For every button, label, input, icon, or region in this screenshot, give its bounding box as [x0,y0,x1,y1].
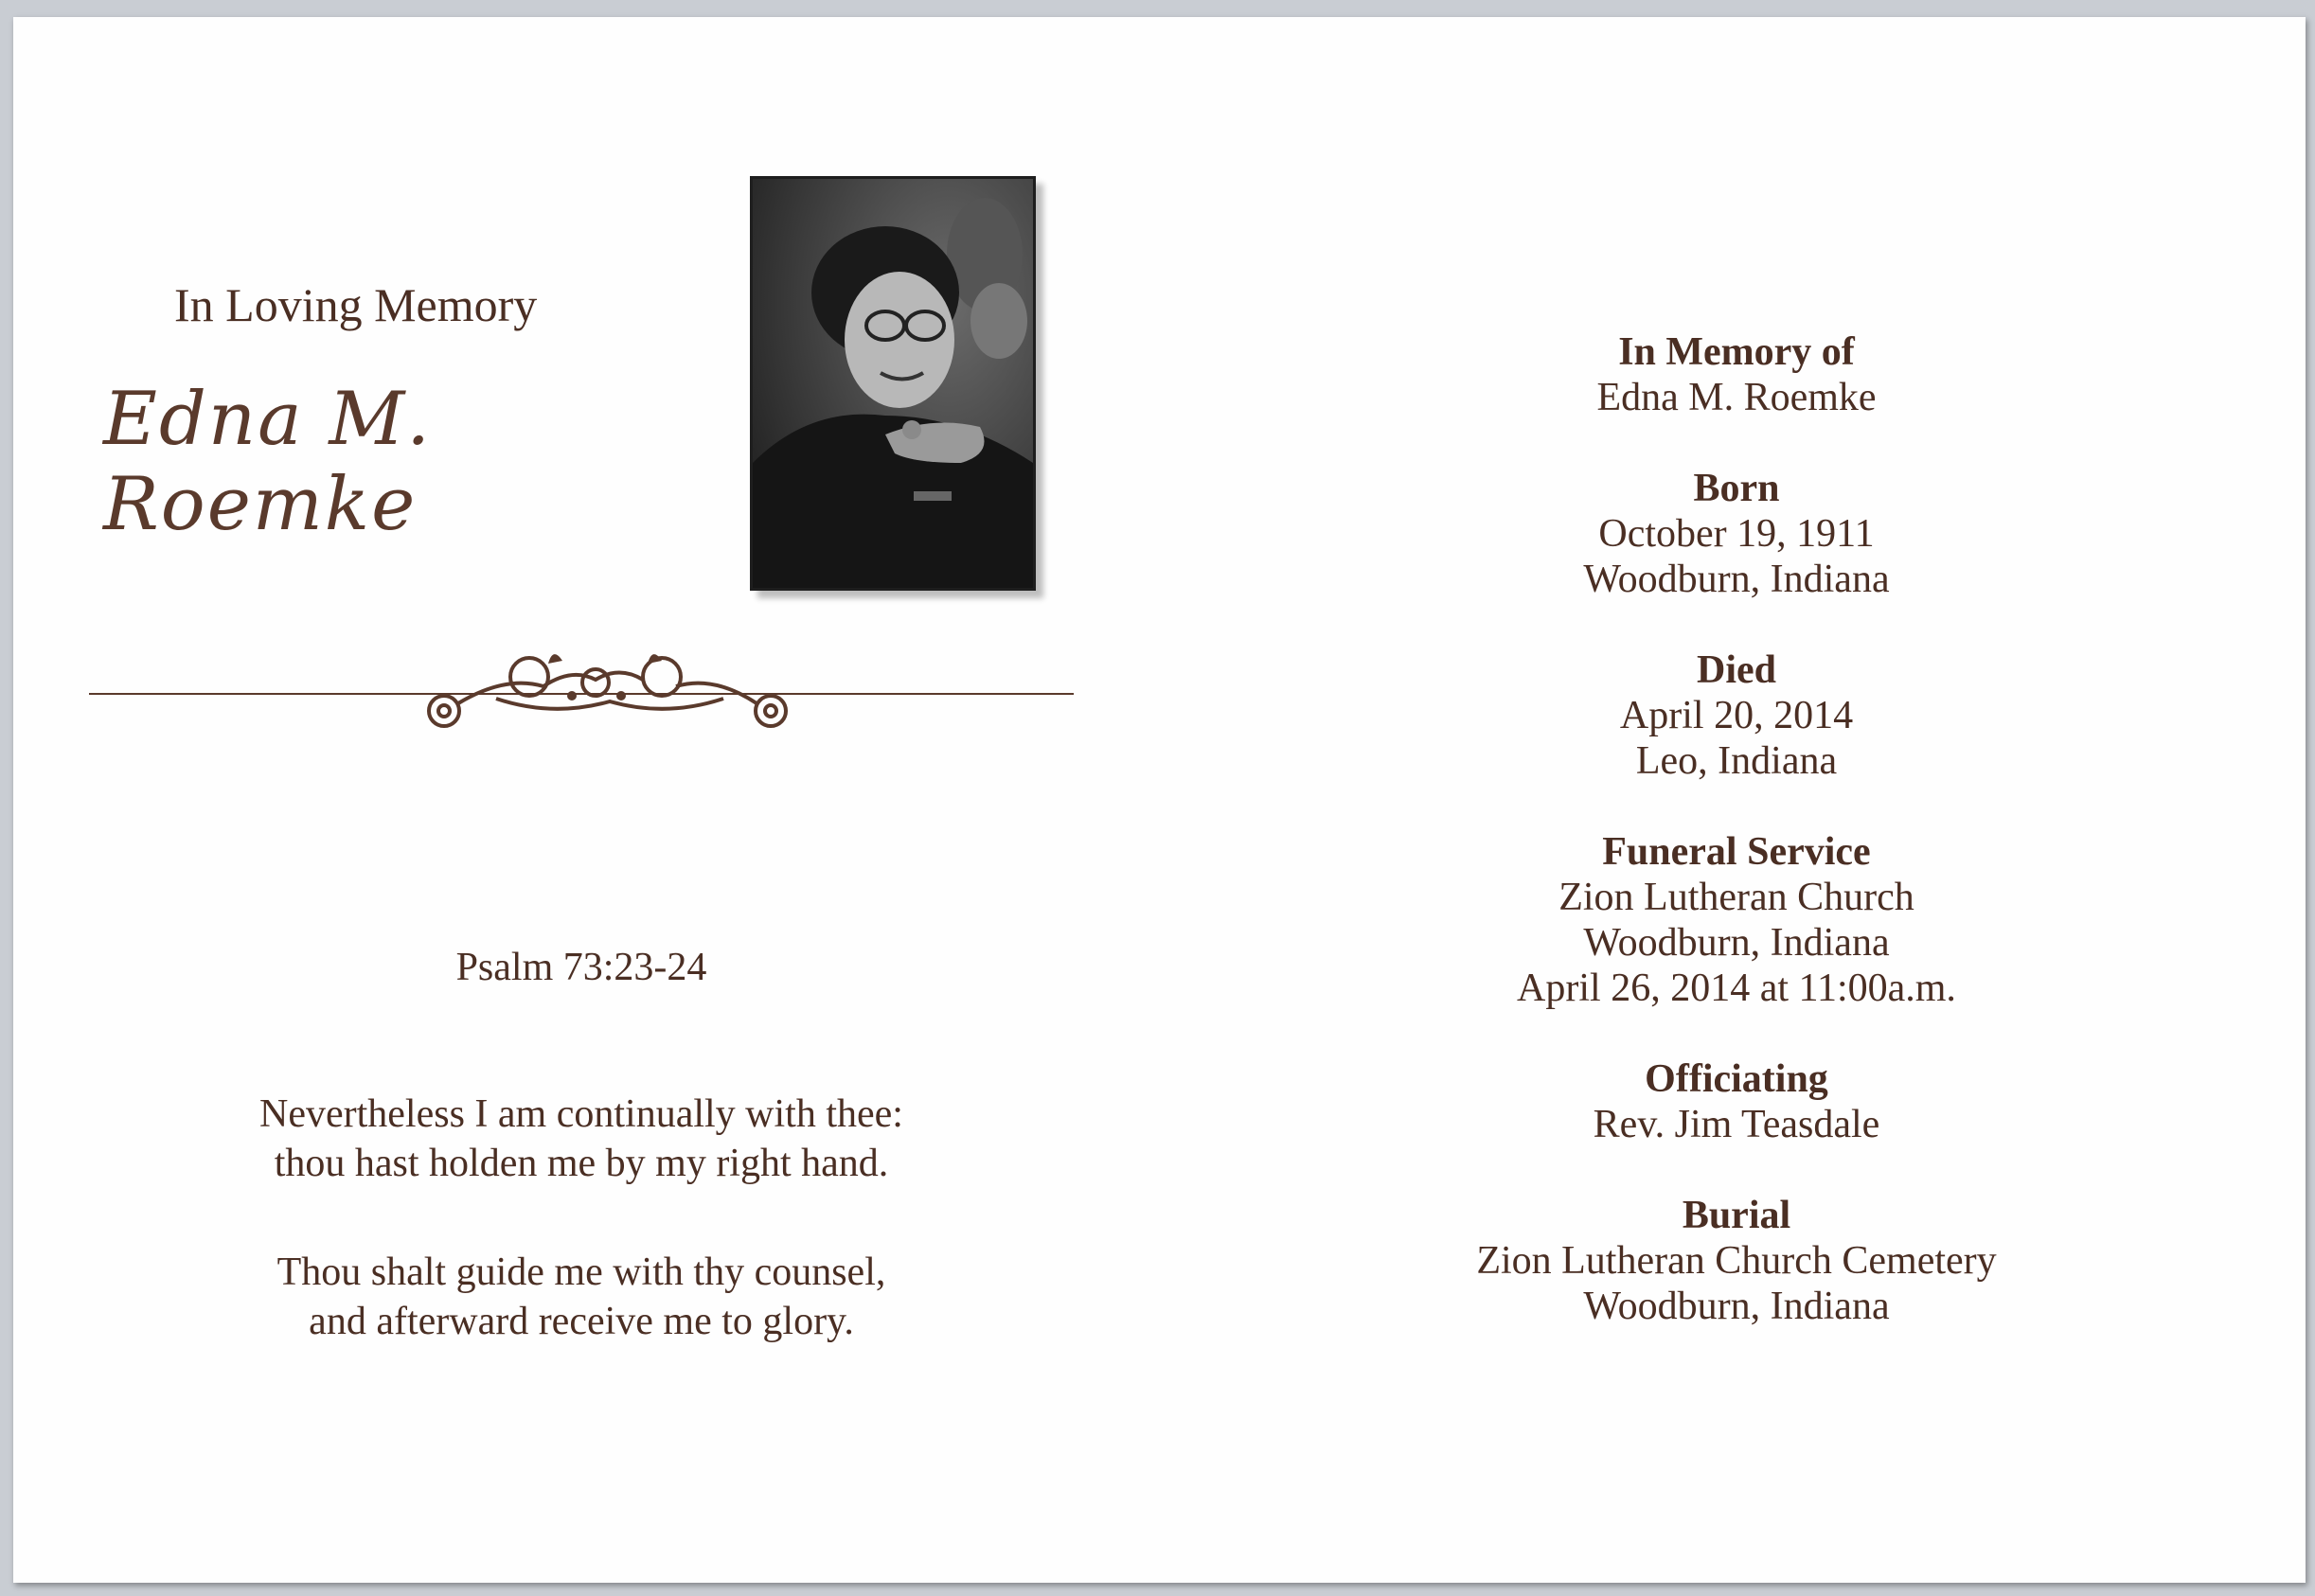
section-heading: Born [1693,467,1780,510]
verse-line: Thou shalt guide me with thy counsel, [276,1250,886,1294]
section-line: April 26, 2014 at 11:00a.m. [1517,966,1956,1010]
verse-paragraph-1 [127,1090,1036,1188]
section-born [1282,466,2191,602]
section-line: April 20, 2014 [1619,694,1854,737]
section-heading: In Memory of [1618,330,1855,374]
section-in-memory-of [1282,329,2191,420]
section-line: Zion Lutheran Church [1558,876,1914,919]
section-heading: Died [1697,648,1776,692]
section-officiating [1282,1056,2191,1147]
section-line: Zion Lutheran Church Cemetery [1476,1239,1997,1283]
section-died [1282,647,2191,784]
section-line: Woodburn, Indiana [1583,1285,1890,1328]
ornamental-divider [80,628,1074,741]
portrait-image [753,179,1033,588]
service-details [1282,329,2191,1374]
portrait-photo [750,176,1036,591]
psalm-reference: Psalm 73:23-24 [455,946,707,989]
section-heading: Burial [1682,1194,1791,1237]
section-line: Rev. Jim Teasdale [1593,1103,1880,1146]
verse-line: and afterward receive me to glory. [309,1300,854,1343]
section-line: Edna M. Roemke [1596,376,1877,419]
section-line: Woodburn, Indiana [1583,558,1890,601]
section-heading: Funeral Service [1602,830,1871,874]
section-heading: Officiating [1645,1057,1828,1101]
verse-line: Nevertheless I am continually with thee: [259,1092,903,1136]
section-burial [1282,1193,2191,1329]
memorial-card [13,17,2306,1583]
in-loving-memory-heading: In Loving Memory [174,278,538,331]
section-line: Leo, Indiana [1635,739,1838,783]
verse-line: thou hast holden me by my right hand. [274,1142,889,1185]
section-line: Woodburn, Indiana [1583,921,1890,965]
section-funeral-service [1282,829,2191,1011]
verse-paragraph-2 [127,1248,1036,1346]
deceased-name-script: Edna M. Roemke [103,377,433,547]
section-line: October 19, 1911 [1598,512,1875,556]
